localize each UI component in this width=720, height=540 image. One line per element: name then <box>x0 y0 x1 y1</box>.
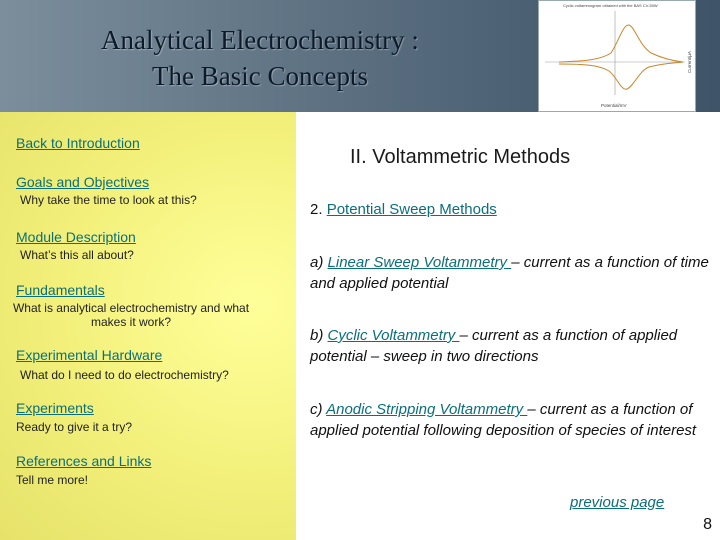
cv-x-label: Potential/mV <box>601 103 627 108</box>
sidebar-item-fundamentals[interactable]: Fundamentals <box>16 282 105 298</box>
sidebar-item-goals[interactable]: Goals and Objectives <box>16 174 150 190</box>
method-description: – current as a function of applied potential following deposition of species of interest <box>310 401 697 439</box>
sidebar-desc-references: Tell me more! <box>16 473 89 487</box>
cyclic-voltammetry-link[interactable]: Cyclic Voltammetry <box>327 327 460 344</box>
cv-trace-cathodic <box>559 62 683 89</box>
method-anodic-stripping <box>310 399 714 441</box>
method-description: – current as a function of time and applied potential <box>310 254 709 292</box>
cv-graph <box>539 1 695 111</box>
page-title <box>50 22 470 94</box>
title-line-1: Analytical Electrochemistry : <box>101 25 419 55</box>
header-banner <box>0 0 720 112</box>
method-linear-sweep <box>310 252 714 294</box>
cv-trace-anodic <box>559 25 683 62</box>
cyclic-voltammogram-thumbnail <box>538 0 696 112</box>
method-prefix: a) <box>310 254 328 271</box>
anodic-stripping-voltammetry-link[interactable]: Anodic Stripping Voltammetry <box>326 401 528 418</box>
back-to-introduction-link[interactable]: Back to Introduction <box>16 135 140 151</box>
title-line-2: The Basic Concepts <box>152 61 368 91</box>
page-number: 8 <box>703 516 712 533</box>
main-content <box>296 112 720 540</box>
potential-sweep-methods-link[interactable]: Potential Sweep Methods <box>326 201 497 218</box>
sub-heading-prefix: 2. <box>310 201 327 218</box>
sidebar-desc-experiments: Ready to give it a try? <box>16 420 133 434</box>
method-prefix: c) <box>310 401 327 418</box>
sidebar-desc-goals: Why take the time to look at this? <box>20 193 197 207</box>
sidebar-item-experimental-hardware[interactable]: Experimental Hardware <box>16 347 163 363</box>
sidebar-item-experiments[interactable]: Experiments <box>16 400 94 416</box>
sidebar-desc-fundamentals: What is analytical electrochemistry and what makes it work? <box>12 301 250 329</box>
sidebar-desc-module-description: What’s this all about? <box>20 248 134 262</box>
method-cyclic <box>310 325 714 367</box>
cv-y-label: Current/µA <box>687 51 692 73</box>
linear-sweep-voltammetry-link[interactable]: Linear Sweep Voltammetry <box>327 254 512 271</box>
cv-caption: Cyclic voltammogram obtained with the BAS CV-50W <box>563 3 658 8</box>
sidebar-item-references[interactable]: References and Links <box>16 453 152 469</box>
section-title: II. Voltammetric Methods <box>350 146 571 168</box>
method-prefix: b) <box>310 327 328 344</box>
sidebar-desc-experimental-hardware: What do I need to do electrochemistry? <box>20 368 229 382</box>
method-description: – current as a function of applied potential – sweep in two directions <box>310 327 678 365</box>
sidebar-item-module-description[interactable]: Module Description <box>16 229 136 245</box>
previous-page-link[interactable]: previous page <box>570 494 665 511</box>
sub-heading <box>310 201 497 218</box>
sidebar-nav <box>0 112 296 540</box>
